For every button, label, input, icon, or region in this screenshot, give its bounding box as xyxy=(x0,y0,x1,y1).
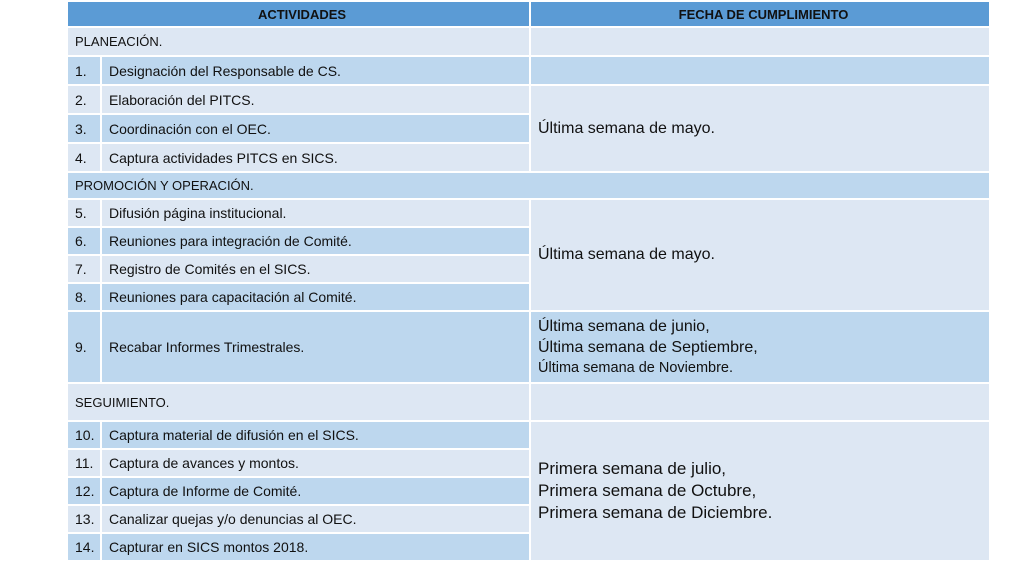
date-line: Última semana de Noviembre. xyxy=(538,359,734,376)
row-activity: Reuniones para capacitación al Comité. xyxy=(101,283,530,311)
row-activity: Captura material de difusión en el SICS. xyxy=(101,421,530,449)
row-number: 6. xyxy=(67,227,101,255)
row-activity: Capturar en SICS montos 2018. xyxy=(101,533,530,561)
empty-cell xyxy=(530,27,990,56)
section-planeacion: PLANEACIÓN. xyxy=(67,27,530,56)
row-activity: Captura actividades PITCS en SICS. xyxy=(101,143,530,172)
row-number: 12. xyxy=(67,477,101,505)
date-planeacion: Última semana de mayo. xyxy=(530,85,990,172)
row-activity: Difusión página institucional. xyxy=(101,199,530,227)
row-number: 14. xyxy=(67,533,101,561)
date-promocion: Última semana de mayo. xyxy=(530,199,990,311)
row-number: 11. xyxy=(67,449,101,477)
date-line: Primera semana de Diciembre. xyxy=(538,503,773,522)
row-activity: Registro de Comités en el SICS. xyxy=(101,255,530,283)
row-activity: Captura de avances y montos. xyxy=(101,449,530,477)
date-informes xyxy=(530,311,990,383)
row-number: 8. xyxy=(67,283,101,311)
row-activity: Reuniones para integración de Comité. xyxy=(101,227,530,255)
row-activity: Elaboración del PITCS. xyxy=(101,85,530,114)
row-number: 7. xyxy=(67,255,101,283)
table-row xyxy=(67,311,990,383)
row-activity: Coordinación con el OEC. xyxy=(101,114,530,143)
row-activity: Designación del Responsable de CS. xyxy=(101,56,530,85)
row-number: 5. xyxy=(67,199,101,227)
row-number: 3. xyxy=(67,114,101,143)
row-number: 1. xyxy=(67,56,101,85)
table-row xyxy=(67,199,990,227)
row-activity: Recabar Informes Trimestrales. xyxy=(101,311,530,383)
row-activity: Captura de Informe de Comité. xyxy=(101,477,530,505)
section-row xyxy=(67,172,990,199)
date-seguimiento xyxy=(530,421,990,561)
section-promocion: PROMOCIÓN Y OPERACIÓN. xyxy=(67,172,990,199)
table-row xyxy=(67,85,990,114)
row-number: 10. xyxy=(67,421,101,449)
date-header: FECHA DE CUMPLIMIENTO xyxy=(530,1,990,27)
row-number: 2. xyxy=(67,85,101,114)
empty-cell xyxy=(530,383,990,421)
schedule-table xyxy=(66,0,991,562)
section-row xyxy=(67,27,990,56)
date-line: Última semana de Septiembre, xyxy=(538,338,758,356)
row-activity: Canalizar quejas y/o denuncias al OEC. xyxy=(101,505,530,533)
date-line: Primera semana de julio, xyxy=(538,459,727,478)
date-line: Última semana de junio, xyxy=(538,317,710,335)
activities-header: ACTIVIDADES xyxy=(67,1,530,27)
section-row xyxy=(67,383,990,421)
section-seguimiento: SEGUIMIENTO. xyxy=(67,383,530,421)
table-row xyxy=(67,421,990,449)
row-number: 13. xyxy=(67,505,101,533)
table-row xyxy=(67,56,990,85)
row-number: 4. xyxy=(67,143,101,172)
empty-cell xyxy=(530,56,990,85)
row-number: 9. xyxy=(67,311,101,383)
date-line: Primera semana de Octubre, xyxy=(538,481,757,500)
header-row xyxy=(67,1,990,27)
